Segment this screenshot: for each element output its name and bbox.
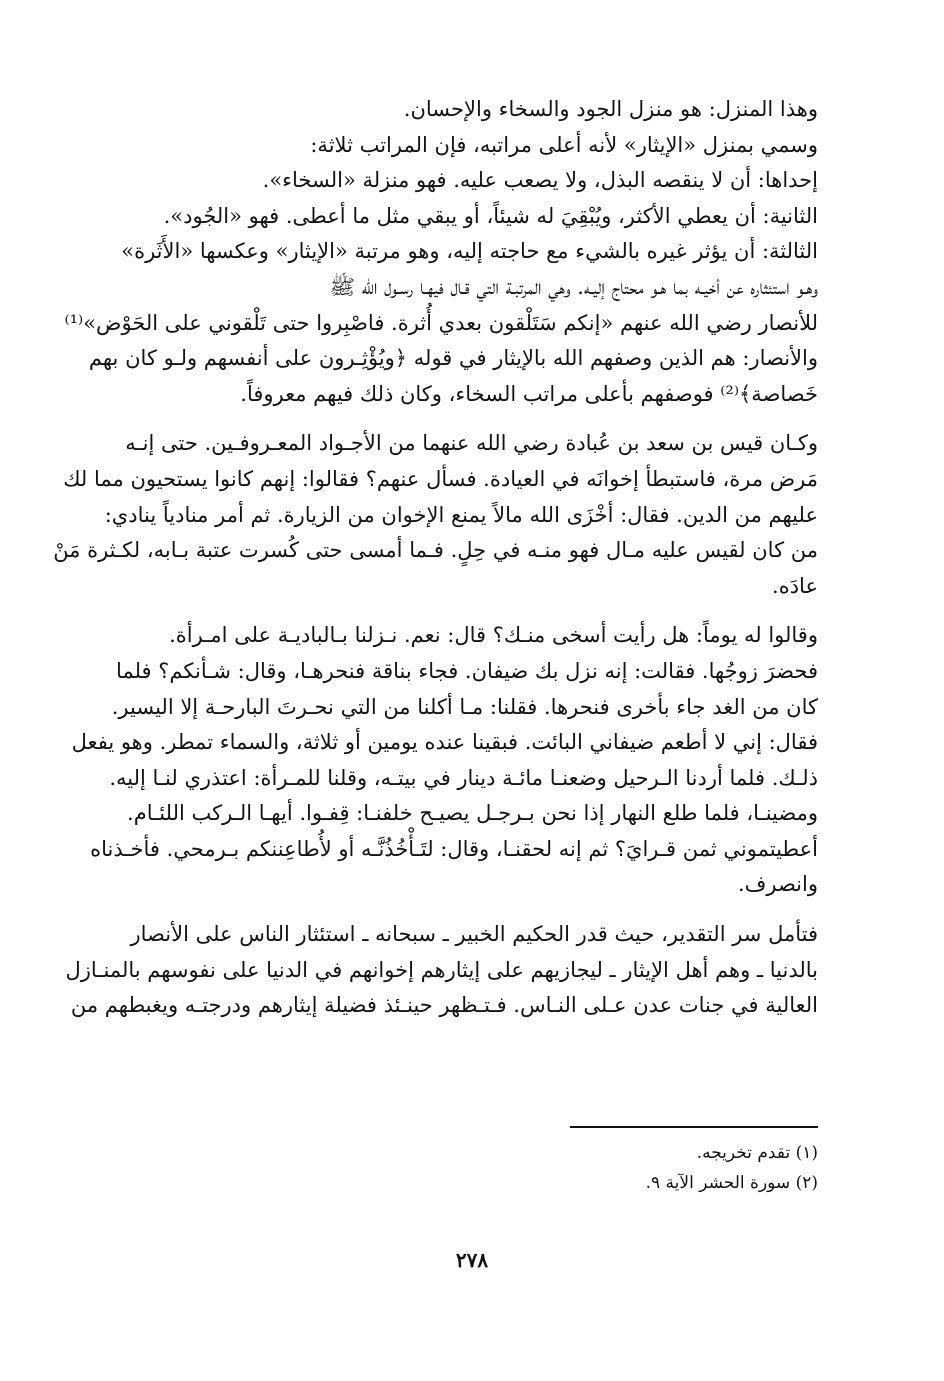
paragraph-gap <box>78 604 818 618</box>
text-line: فقال: إني لا أطعم ضيفاني البائت. فبقينا عنده يومين أو ثلاثة، والسماء تمطر. وهو يفعل <box>71 730 818 755</box>
footnote-2: (٢) سورة الحشر الآية ٩. <box>645 1173 818 1193</box>
text-line: مَرض مرة، فاستبطأ إخوانَه في العيادة. فسأل عنهم؟ فقالوا: إنهم كانوا يستحيون مما لك <box>63 466 818 491</box>
text-line: عليهم من الدين. فقال: أخْزَى الله مالاً يمنع الإخوان من الزيارة. ثم أمر منادياً ينادي: <box>104 502 818 527</box>
text-line: كان من الغد جاء بأخرى فنحرها. فقلنا: مـا أكلنا من التي نحـرتَ البارحـة إلا اليسير. <box>111 694 818 719</box>
text-line: الثالثة: أن يؤثر غيره بالشيء مع حاجته إليه، وهو مرتبة «الإيثار» وعكسها «الأَثَرة» <box>121 239 818 264</box>
text-line: وقالوا له يوماً: هل رأيت أسخى منـك؟ قال: نعم. نـزلنا بـالباديـة على امـرأة. <box>169 623 818 648</box>
text-line: العالية في جنات عدن عـلى النـاس. فـتـظهر حينـئذ فضيلة إيثارهم ودرجتـه ويغبطهم من <box>70 993 818 1018</box>
main-text-block <box>53 92 818 1024</box>
text-line: والأنصار: هم الذين وصفهم الله بالإيثار في قوله ﴿ويُؤْثِـرون على أنفسهم ولـو كان بهم <box>88 346 818 371</box>
paragraph-4 <box>65 917 818 1024</box>
paragraph-gap <box>78 903 818 917</box>
text-line: وكـان قيس بن سعد بن عُبادة رضي الله عنهما من الأجـواد المعـروفـين. حتى إنـه <box>125 431 818 456</box>
footnote-divider <box>570 1126 818 1128</box>
text-line: أعطيتموني ثمن قـرايَ؟ ثم إنه لحقنـا، وقال: لتَـأْخُذُنَّـه أو لأُطاعِننكم بـرمحي. فأخـذناه <box>90 836 818 861</box>
text-line: فحضرَ زوجُها. فقالت: إنه نزل بك ضيفان. فجاء بناقة فنحرهـا، وقال: شـأنكم؟ فلما <box>116 658 818 683</box>
text-line: ذلـك. فلما أردنا الـرحيل وضعنـا مائـة دينار في بيتـه، وقلنا للمـرأة: اعتذري لنـا إليه. <box>109 765 818 790</box>
paragraph-1 <box>64 92 818 412</box>
text-line: للأنصار رضي الله عنهم «إنكم سَتَلْقون بعدي أُثرة. فاصْبِروا حتى تَلْقوني على الحَوْض»⁽¹⁾ <box>64 310 818 335</box>
text-line: وهذا المنزل: هو منزل الجود والسخاء والإحسان. <box>403 97 818 121</box>
footnote-1: (١) تقدم تخريجه. <box>696 1143 818 1163</box>
text-line: وانصرف. <box>737 872 818 897</box>
text-line: خَصاصة﴾⁽²⁾ فوصفهم بأعلى مراتب السخاء، وكان ذلك فيهم معروفاً. <box>240 381 818 406</box>
text-line: الثانية: أن يعطي الأكثر، ويُبْقِيَ له شيئاً، أو يبقي مثل ما أعطى. فهو «الجُود». <box>163 203 818 228</box>
text-line: إحداها: أن لا ينقصه البذل، ولا يصعب عليه. فهو منزلة «السخاء». <box>262 168 818 193</box>
page-number: ٢٧٨ <box>455 1248 489 1272</box>
text-line: بالدنيا ـ وهم أهل الإيثار ـ ليجازيهم على إيثارهم إخوانهم في الدنيا على نفوسهم بالمنـازل <box>65 957 818 982</box>
text-line: فتأمل سر التقدير، حيث قدر الحكيم الخبير ـ سبحانه ـ استئثار الناس على الأنصار <box>130 922 818 947</box>
paragraph-3 <box>71 618 818 903</box>
text-line: من كان لقيس عليه مـال فهو منـه في حِلٍ. فـما أمسى حتى كُسرت عتبة بـابه، لكـثرة مَنْ <box>53 538 818 563</box>
paragraph-2 <box>53 426 818 604</box>
text-line: وسمي بمنزل «الإيثار» لأنه أعلى مراتبه، فإن المراتب ثلاثة: <box>310 132 818 157</box>
text-line: عادَه. <box>772 573 818 598</box>
footnotes <box>318 1138 818 1198</box>
paragraph-gap <box>78 412 818 426</box>
text-line: وهـو استئثاره عن أخيـه بما هـو محتاج إليـه. وهي المرتبـة التي قـال فيهـا رسـول الله ﷺ <box>329 274 818 299</box>
text-line: ومضينـا، فلما طلع النهار إذا نحن بـرجـل يصيـح خلفنـا: قِفـوا. أيهـا الـركب اللئـام. <box>127 801 818 826</box>
